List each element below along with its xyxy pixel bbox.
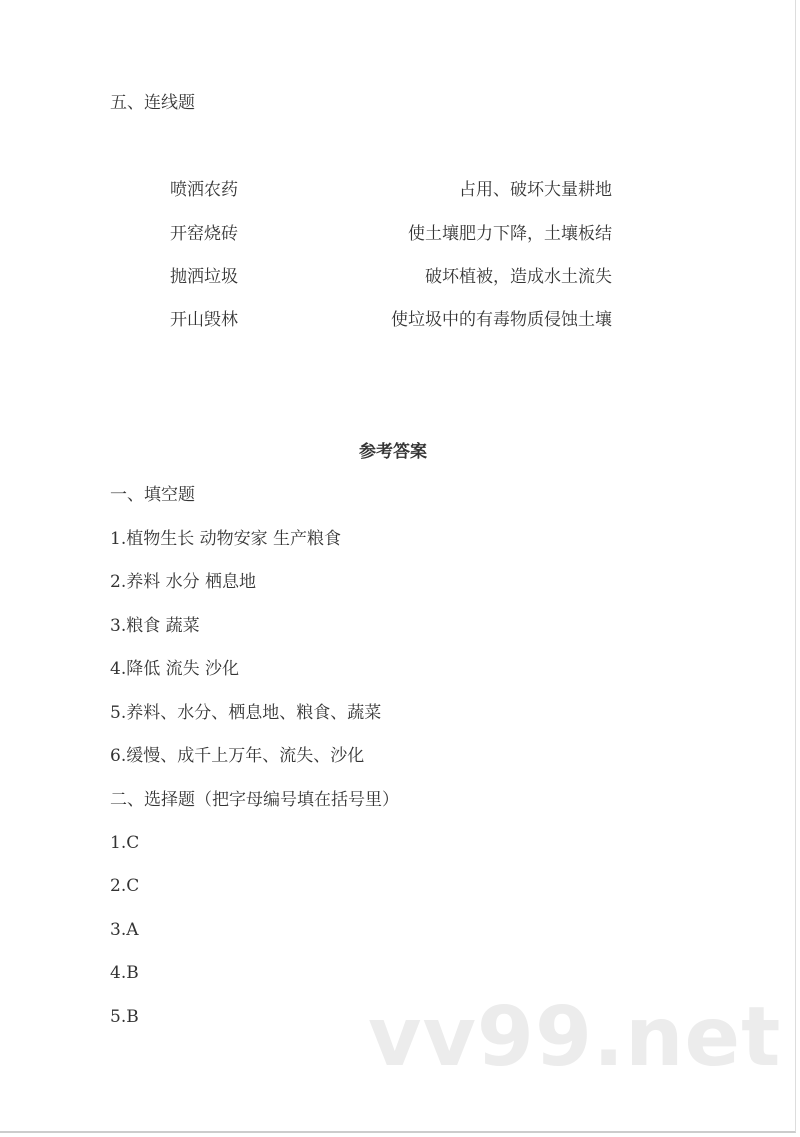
match-right-item: 占用、破坏大量耕地 — [459, 180, 612, 200]
match-right-item: 破坏植被，造成水土流失 — [425, 267, 612, 287]
match-left-item: 抛洒垃圾 — [170, 267, 238, 287]
answer-line: 1.植物生长 动物安家 生产粮食 — [110, 529, 342, 549]
answer-line: 4.B — [110, 963, 139, 983]
answer-line: 3.粮食 蔬菜 — [110, 616, 200, 636]
match-left-item: 开山毁林 — [170, 310, 238, 330]
answer-line: 6.缓慢、成千上万年、流失、沙化 — [110, 746, 365, 766]
answer-line: 2.C — [110, 876, 140, 896]
answers-title: 参考答案 — [359, 442, 427, 462]
answer-line: 5.B — [110, 1007, 139, 1027]
answer-line: 5.养料、水分、栖息地、粮食、蔬菜 — [110, 703, 382, 723]
answer-line: 1.C — [110, 833, 140, 853]
answer-line: 2.养料 水分 栖息地 — [110, 572, 257, 592]
match-left-item: 开窑烧砖 — [170, 224, 238, 244]
answer-line: 一、填空题 — [110, 485, 195, 505]
answer-line: 二、选择题（把字母编号填在括号里） — [110, 790, 399, 810]
answer-line: 3.A — [110, 920, 139, 940]
section-title: 五、连线题 — [110, 93, 195, 113]
match-right-item: 使土壤肥力下降，土壤板结 — [408, 224, 612, 244]
answer-line: 4.降低 流失 沙化 — [110, 659, 240, 679]
match-left-item: 喷洒农药 — [170, 180, 238, 200]
watermark: vv99.net — [368, 990, 782, 1085]
match-right-item: 使垃圾中的有毒物质侵蚀土壤 — [391, 310, 612, 330]
